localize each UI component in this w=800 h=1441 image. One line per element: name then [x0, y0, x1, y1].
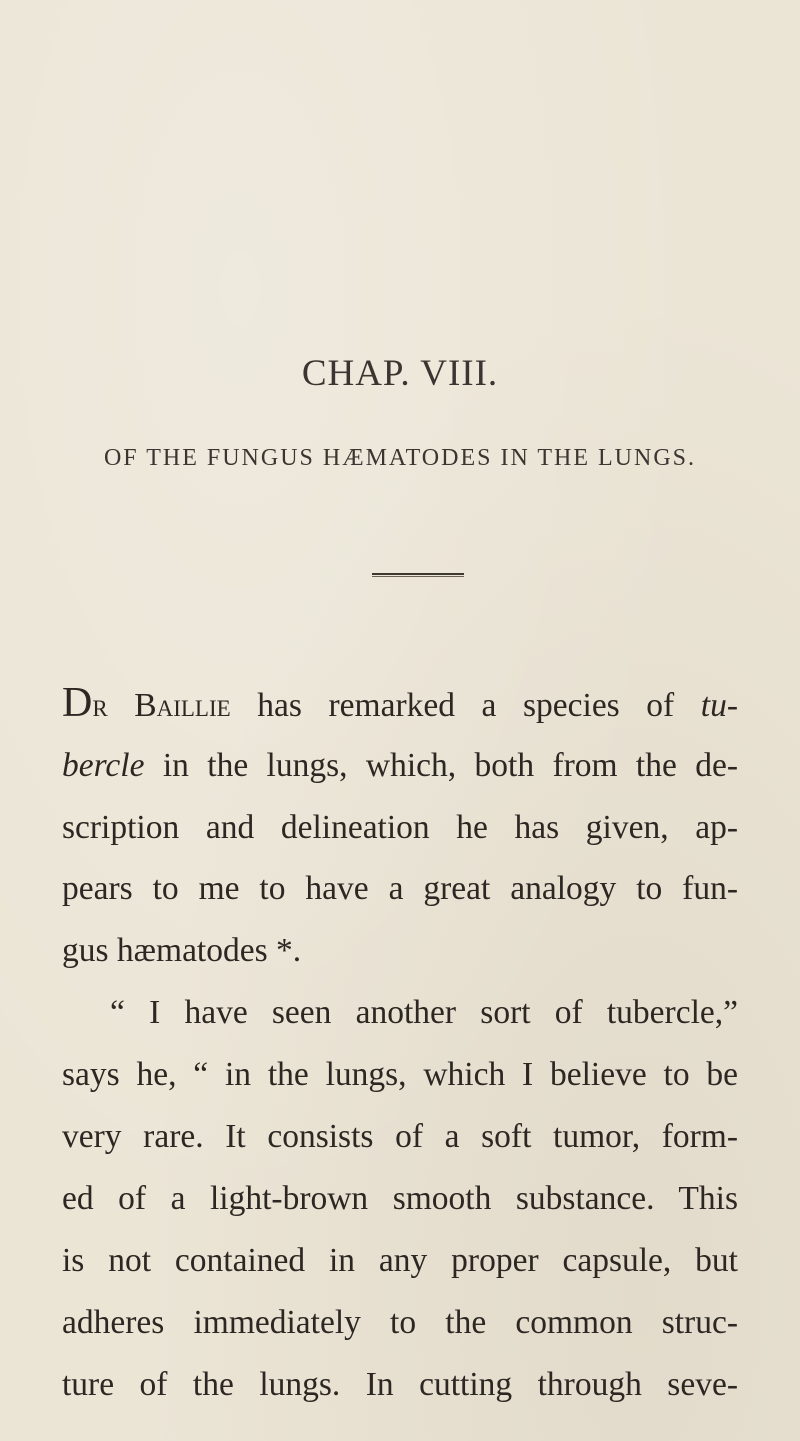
paragraph-2-line-3: very rare. It consists of a soft tumor, form-: [62, 1118, 738, 1155]
drop-cap: D: [62, 680, 93, 726]
paragraph-2-line-6: adheres immediately to the common struc-: [62, 1304, 738, 1341]
paragraph-2-line-4: ed of a light-brown smooth substance. This: [62, 1180, 738, 1217]
paragraph-2-line-1: “ I have seen another sort of tubercle,”: [110, 994, 738, 1031]
paragraph-1-line-4: pears to me to have a great analogy to fun-: [62, 870, 738, 907]
chapter-title: OF THE FUNGUS HÆMATODES IN THE LUNGS.: [103, 445, 697, 471]
paragraph-1-line-2-text: in the lungs, which, both from the de-: [144, 747, 738, 784]
paragraph-1-line-3: scription and delineation he has given, ap-: [62, 809, 738, 846]
paragraph-1-line-1-italic: tu-: [700, 687, 738, 724]
title-abbrev: r: [92, 687, 108, 724]
paragraph-2-line-2: says he, “ in the lungs, which I believe to be: [62, 1056, 738, 1093]
author-name: Baillie: [134, 687, 231, 724]
chapter-heading: CHAP. VIII.: [301, 353, 499, 394]
paragraph-2-line-7: ture of the lungs. In cutting through seve-: [62, 1366, 738, 1403]
paragraph-1-line-5: gus hæmatodes *.: [62, 932, 302, 969]
paragraph-1-line-2: [62, 746, 738, 786]
paragraph-1-line-1-text: has remarked a species of: [230, 687, 701, 724]
section-divider-rule: [372, 573, 464, 577]
paragraph-1-line-2-italic: bercle: [62, 747, 145, 784]
paragraph-2-line-5: is not contained in any proper capsule, but: [62, 1242, 738, 1279]
paragraph-1-line-1: [62, 680, 738, 726]
